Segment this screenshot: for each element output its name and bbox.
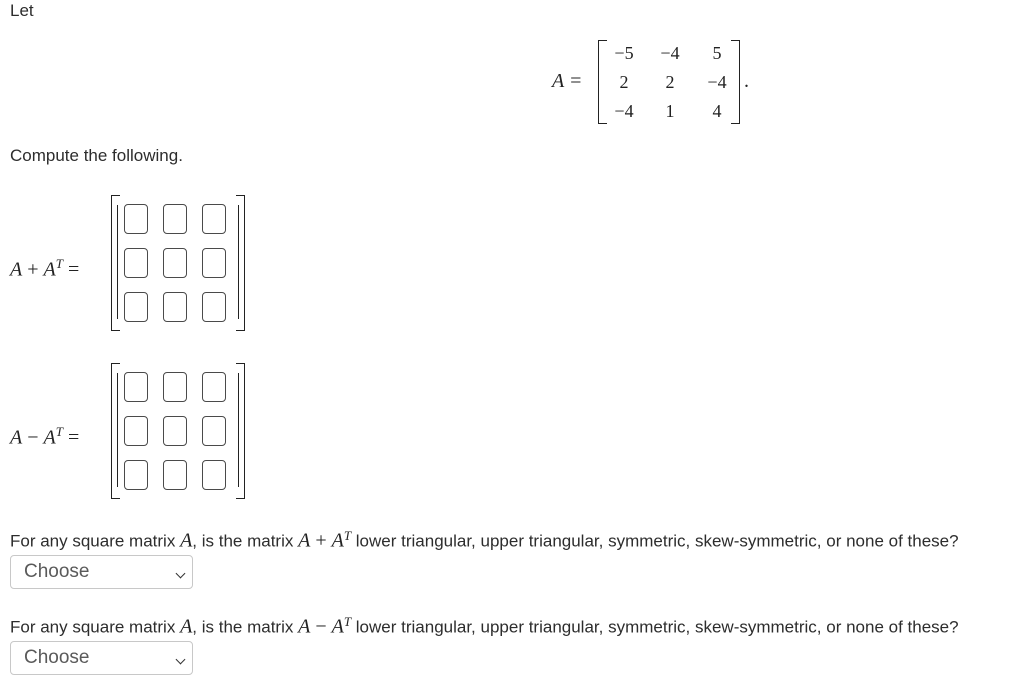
instruction-text: Compute the following. (10, 146, 183, 165)
matrix-a-cell: −5 (614, 43, 634, 63)
difference-cell-input[interactable] (163, 372, 187, 402)
sum-cell-input[interactable] (202, 292, 226, 322)
sum-matrix (111, 195, 245, 331)
sum-cell-input[interactable] (163, 204, 187, 234)
matrix-a-cell: −4 (707, 72, 727, 92)
question-sum-text: For any square matrix A, is the matrix $A + A^T$ lower triangular, upper triangular, symmetric, skew-symmetric, or none of these? (10, 528, 959, 552)
difference-cell-input[interactable] (124, 416, 148, 446)
sum-cell-input[interactable] (124, 248, 148, 278)
matrix-a-cell: 2 (619, 72, 629, 92)
sum-label: $A + A^T$ = (10, 256, 80, 281)
sum-cell-input[interactable] (124, 204, 148, 234)
sum-cell-input[interactable] (163, 248, 187, 278)
matrix-a-cell: 5 (712, 43, 722, 63)
difference-cell-input[interactable] (163, 460, 187, 490)
matrix-a-label: A = (552, 70, 583, 92)
sum-cell-input[interactable] (163, 292, 187, 322)
sum-cell-input[interactable] (202, 248, 226, 278)
question-difference-text: For any square matrix A, is the matrix $A - A^T$ lower triangular, upper triangular, symmetric, skew-symmetric, or none of these? (10, 614, 959, 638)
sum-type-select-value: Choose (24, 561, 90, 582)
sum-cell-input[interactable] (124, 292, 148, 322)
difference-cell-input[interactable] (202, 372, 226, 402)
matrix-a-cell: −4 (614, 101, 634, 121)
sum-type-select[interactable] (10, 555, 193, 589)
difference-cell-input[interactable] (202, 416, 226, 446)
difference-label: $A - A^T$ = (10, 424, 80, 449)
matrix-a (598, 40, 740, 124)
difference-cell-input[interactable] (202, 460, 226, 490)
matrix-a-cell: 1 (665, 101, 675, 121)
intro-text: Let (10, 1, 34, 20)
matrix-a-cell: 4 (712, 101, 722, 121)
difference-cell-input[interactable] (124, 460, 148, 490)
difference-cell-input[interactable] (163, 416, 187, 446)
difference-type-select-value: Choose (24, 647, 90, 668)
matrix-a-period: . (744, 70, 749, 92)
matrix-a-cell: −4 (660, 43, 680, 63)
chevron-down-icon (176, 655, 186, 665)
difference-type-select[interactable] (10, 641, 193, 675)
sum-cell-input[interactable] (202, 204, 226, 234)
difference-matrix (111, 363, 245, 499)
chevron-down-icon (176, 569, 186, 579)
difference-cell-input[interactable] (124, 372, 148, 402)
matrix-a-cell: 2 (665, 72, 675, 92)
